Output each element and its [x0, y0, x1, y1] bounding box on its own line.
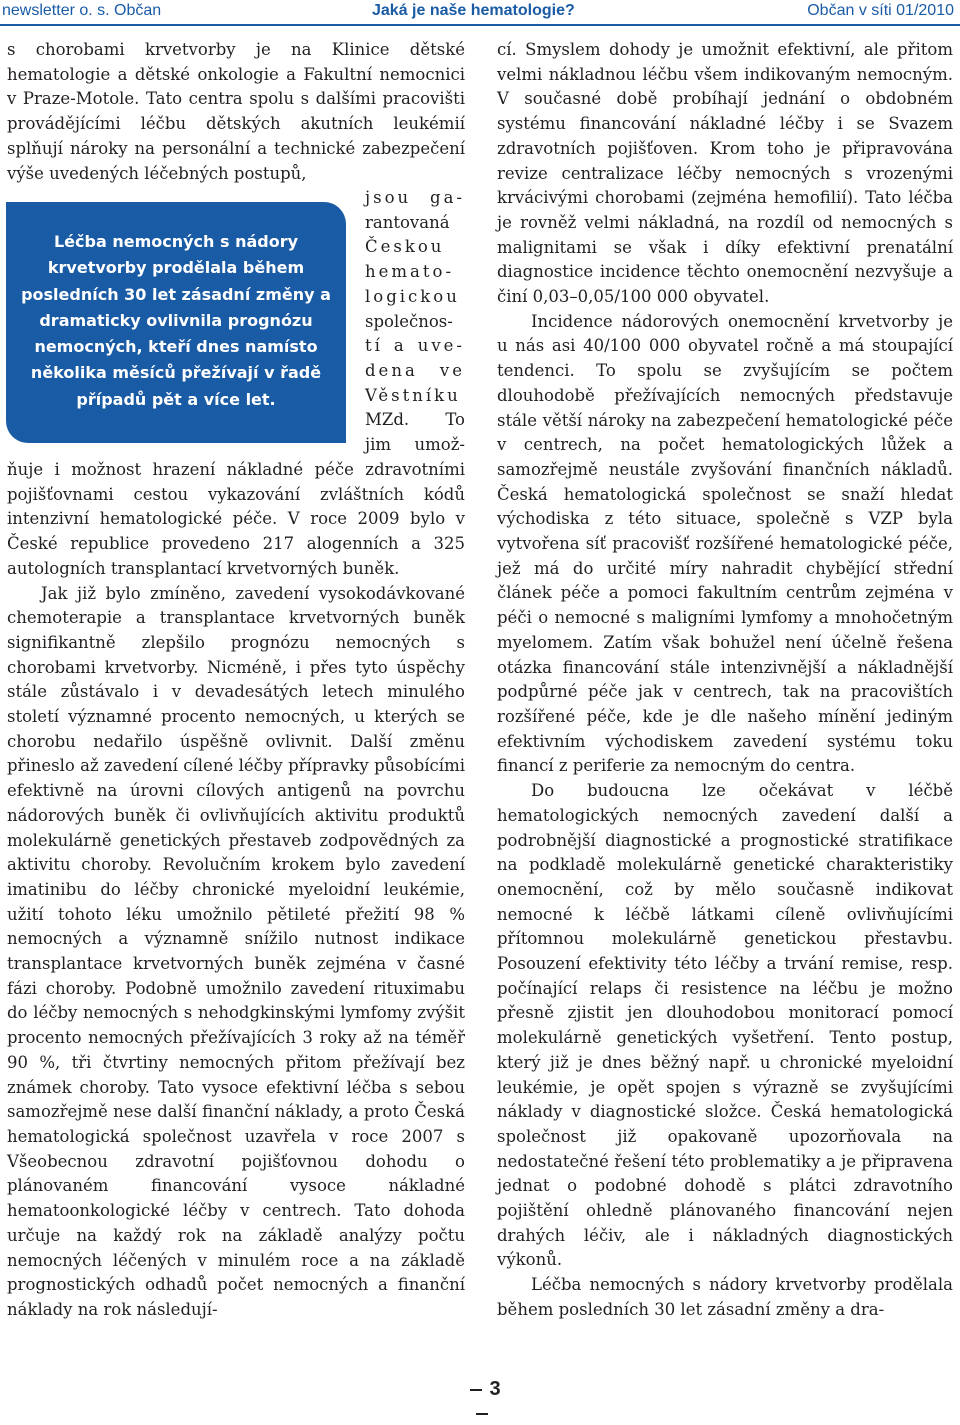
- wrapped-line: Českou: [365, 237, 445, 257]
- left-body-paragraph: Jak již bylo zmíněno, zavedení vysokodávkované chemoterapie a transplantace krvetvorných buněk signifikantně zlepšilo prognózu nemocných s chorobami krvetvorby. Nicméně, i přes tyto úspěchy stále zůstávalo i v devadesátých letech minulého století významné procento nemocných, u kterých se chorobu nedařilo úspěšně ovlivnit. Další změnu přineslo až zavedení cílené léčby přípravky působícími efektivně na úrovni cílových antigenů na povrchu nádorových buněk či ovlivňujících aktivitu produktů molekulárně genetických přestaveb zodpovědných za aktivitu choroby. Revolučním krokem bylo zavedení imatinibu do léčby chronické myeloidní leukémie, užití tohoto léku umožnilo pětileté přežití 98 % nemocných a významně snížilo nutnost indikace transplantace krvetvorných buněk zejména v časné fázi choroby. Podobně umožnilo zavedení rituximabu do léčby nemocných s nehodgkinskými lymfomy zvýšit procento nemocných přežívajících 3 roky až na téměř 90 %, tři čtvrtiny nemocných přitom přežívají bez známek choroby. Tato vysoce efektivní léčba s sebou samozřejmě nese další finanční náklady, a proto Česká hematologická společnost uzavřela v roce 2007 s Všeobecnou zdravotní pojišťovnou dohodu o plánovaném financování vysoce nákladné hematoonkologické léčby v centrech. Tato dohoda určuje na každý rok na základě analýzy počtu nemocných léčených v minulém roce a na základě prognostických odhadů počet nemocných a finanční náklady na rok následují-: [7, 583, 465, 1319]
- wrapped-line: Věstníku: [365, 385, 461, 405]
- header-article-title: Jaká je naše hematologie?: [372, 2, 575, 19]
- wrapped-text-beside-quote: [365, 186, 465, 458]
- wrapped-line: tí a uve-: [365, 336, 465, 356]
- right-paragraph-2: Incidence nádorových onemocnění krvetvorby je u nás asi 40/100 000 obyvatel ročně a má stoupající tendenci. To spolu se zvyšujícím se počtem dlouhodobě přežívajících nemocných představuje stále větší nároky na zabezpečení hematologické péče v centrech, na počet hematologických lůžek a samozřejmě neustále zvyšování finančních nákladů. Česká hematologická společnost se snaží hledat východiska z této situace, společně s VZP byla vytvořena síť pracovišť rozšířené hematologické péče, jež má do určité míry nahradit chybějící střední článek péče a pomoci fakultním centrům zejména v péči o nemocné s maligními lymfomy a mnohočetným myelomem. Zatím však bohužel není účelně řešena otázka financování stále intenzivnější a nákladnější podpůrné péče jak v centrech, tak na pracovištích rozšířené péče, kde je dle našeho mínění jediným efektivním východiskem zavedení systému toku financí z periferie za nemocným do centra.: [497, 311, 953, 776]
- left-column-body: [7, 458, 465, 1323]
- right-paragraph-4: Léčba nemocných s nádory krvetvorby prodělala během posledních 30 let zásadní změny a dra-: [497, 1275, 953, 1319]
- wrapped-line: rantovaná: [365, 212, 450, 232]
- wrapped-line: jsou ga-: [365, 188, 465, 207]
- wrapped-line: dena ve: [365, 360, 465, 380]
- wrapped-line: hemato-: [365, 262, 455, 282]
- wrapped-line: jim umož-: [365, 435, 465, 455]
- right-column: [497, 38, 953, 1323]
- pull-quote-box: [6, 202, 346, 443]
- left-continuation-paragraph: ňuje i možnost hrazení nákladné péče zdravotními pojišťovnami cestou vykazování zvláštních kódů intenzivní hematologické péče. V roce 2009 bylo v České republice provedeno 217 alogenních a 325 autologních transplantací krvetvorných buněk.: [7, 460, 465, 578]
- wrapped-line: logickou: [365, 286, 460, 306]
- wrapped-line: MZd. To: [365, 410, 465, 430]
- header-issue-label: Občan v síti 01/2010: [807, 2, 954, 19]
- pull-quote-text: Léčba nemocných s nádory krvetvorby prodělala během posledních 30 let zásadní změny a dramaticky ovlivnila prognózu nemocných, kteří dnes namísto několika měsíců přežívají v řadě případů pět a více let.: [21, 232, 331, 409]
- left-column-top: [7, 38, 465, 186]
- wrapped-line: společnos-: [365, 311, 453, 331]
- page-header: [0, 0, 960, 22]
- header-divider: [0, 24, 960, 26]
- right-paragraph-1: cí. Smyslem dohody je umožnit efektivní, ale přitom velmi nákladnou léčbu všem indikovaným nemocným. V současné době probíhají jednání o obdobném systému financování nákladné léčby i se Svazem zdravotních pojišťoven. Krom toho je připravována revize centralizace léčby nemocných s vrozenými krvácivými chorobami (zejména hemofilií). Tato léčba je rovněž velmi nákladná, na rozdíl od nemocných s malignitami se však i díky efektivní prenatální diagnostice incidence těchto onemocnění nezvyšuje a činí 0,03–0,05/100 000 obyvatel.: [497, 40, 953, 307]
- page-number: 3: [452, 1377, 512, 1425]
- right-paragraph-3: Do budoucna lze očekávat v léčbě hematologických nemocných zavedení další a podrobnější diagnostické a prognostické stratifikace na podkladě molekulárně genetické charakteristiky onemocnění, což by mělo současně indikovat nemocné k léčbě látkami cíleně ovlivňujícími přítomnou molekulárně genetickou přestavbu. Posouzení efektivity této léčby a trvání remise, resp. počínající relaps či resistence na léčbu je možno přesně zjistit jen dlouhodobou monitorací pomocí molekulárně genetických vyšetření. Tento postup, který již je dnes běžný např. u chronické myeloidní leukémie, je opět spojen s výrazně se zvyšujícími náklady v diagnostické složce. Česká hematologická společnost již opakovaně upozorňovala na nedostatečné řešení této problematiky a je připravena jednat o podobné dohodě s plátci zdravotního pojištění ohledně plánovaného financování nejen drahých léčiv, ale i nákladných diagnostických výkonů.: [497, 781, 953, 1270]
- left-top-paragraph: s chorobami krvetvorby je na Klinice dětské hematologie a dětské onkologie a Fakultní nemocnici v Praze-Motole. Tato centra spolu s dalšími pracovišti provádějícími léčbu dětských akutních leukémií splňují nároky na personální a technické zabezpečení výše uvedených léčebných postupů,: [7, 40, 465, 183]
- header-newsletter-label: newsletter o. s. Občan: [2, 2, 162, 19]
